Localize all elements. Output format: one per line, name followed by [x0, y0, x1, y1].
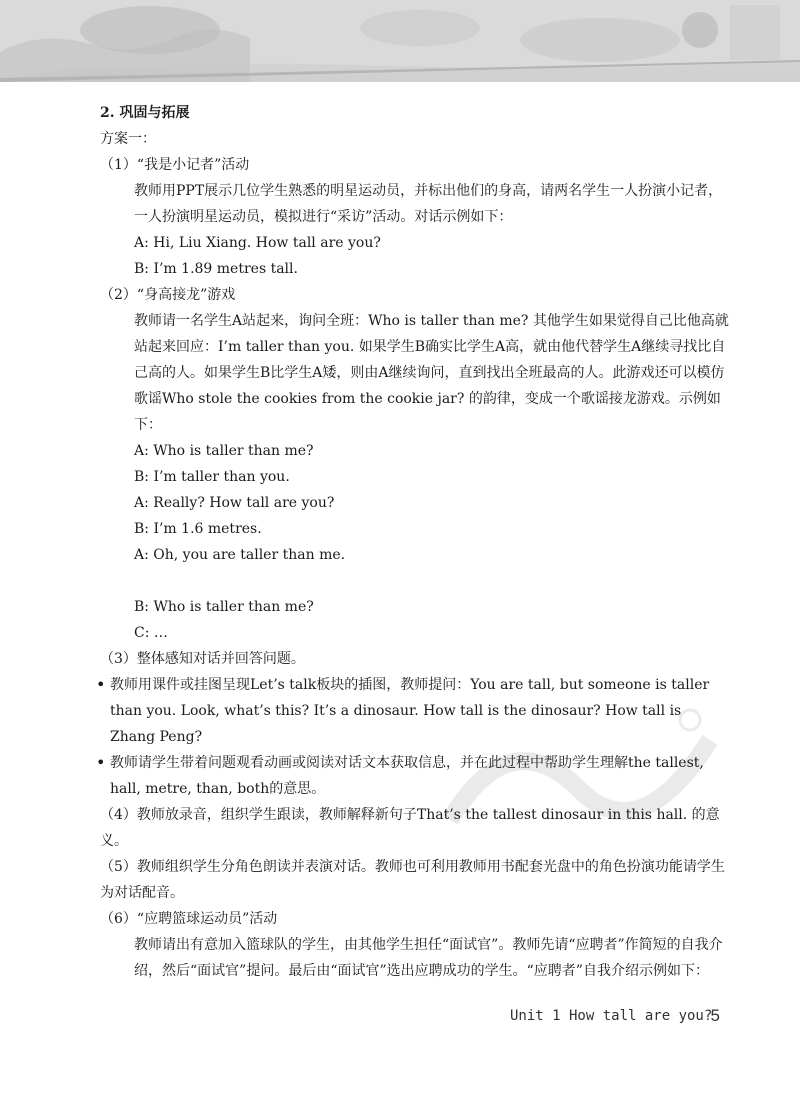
bullet-paragraph: • 教师用课件或挂图呈现Let’s talk板块的插图，教师提问：You are tall, but someone is taller than you. Look, what’s this? It’s a dinosaur. How tall is the dinosaur? How tall is Zhang Peng?	[100, 672, 730, 750]
text-line: 方案一：	[100, 131, 156, 147]
text-line: 教师请出有意加入篮球队的学生，由其他学生担任“面试官”。教师先请“应聘者”作简短的自我介绍，然后“面试官”提问。最后由“面试官”选出应聘成功的学生。“应聘者”自我介绍示例如下：	[134, 937, 723, 979]
document-body	[100, 100, 730, 984]
text-line: B: I’m taller than you.	[134, 469, 290, 485]
text-line: 教师用PPT展示几位学生熟悉的明星运动员，并标出他们的身高，请两名学生一人扮演小记者，一人扮演明星运动员，模拟进行“采访”活动。对话示例如下：	[134, 183, 723, 225]
header-banner	[0, 0, 800, 82]
text-line: （1）“我是小记者”活动	[100, 157, 250, 173]
text-line: B: I’m 1.89 metres tall.	[134, 261, 298, 277]
text-line: B: Who is taller than me?	[134, 599, 314, 615]
page-number: 5	[710, 1006, 720, 1025]
footer-unit-title: Unit 1 How tall are you?	[510, 1008, 713, 1024]
text-line: （3）整体感知对话并回答问题。	[100, 651, 305, 667]
text-line: A: Hi, Liu Xiang. How tall are you?	[134, 235, 381, 251]
text-line: A: Who is taller than me?	[134, 443, 314, 459]
text-line: （5）教师组织学生分角色朗读并表演对话。教师也可利用教师用书配套光盘中的角色扮演功能请学生为对话配音。	[100, 859, 725, 901]
text-line: A: Oh, you are taller than me.	[134, 547, 346, 563]
bullet-paragraph: • 教师请学生带着问题观看动画或阅读对话文本获取信息，并在此过程中帮助学生理解the tallest, hall, metre, than, both的意思。	[100, 750, 730, 802]
blank-line	[100, 568, 730, 594]
text-line: 2. 巩固与拓展	[100, 105, 190, 121]
text-line: B: I’m 1.6 metres.	[134, 521, 262, 537]
page-footer	[510, 1008, 720, 1024]
text-line: C: …	[134, 625, 168, 641]
text-line: （6）“应聘篮球运动员”活动	[100, 911, 278, 927]
decorative-banner-art	[0, 0, 800, 82]
text-line: （4）教师放录音，组织学生跟读，教师解释新句子That’s the tallest dinosaur in this hall. 的意义。	[100, 807, 720, 849]
text-line: （2）“身高接龙”游戏	[100, 287, 236, 303]
text-line: A: Really? How tall are you?	[134, 495, 335, 511]
text-line: 教师请一名学生A站起来，询问全班：Who is taller than me? 其他学生如果觉得自己比他高就站起来回应：I’m taller than you. 如果学生B确实比学生A高，就由他代替学生A继续寻找比自己高的人。如果学生B比学生A矮，则由A继续询问，直到找出全班最高的人。此游戏还可以模仿歌谣Who stole the cookies from the cookie jar? 的韵律，变成一个歌谣接龙游戏。示例如下：	[134, 313, 729, 433]
